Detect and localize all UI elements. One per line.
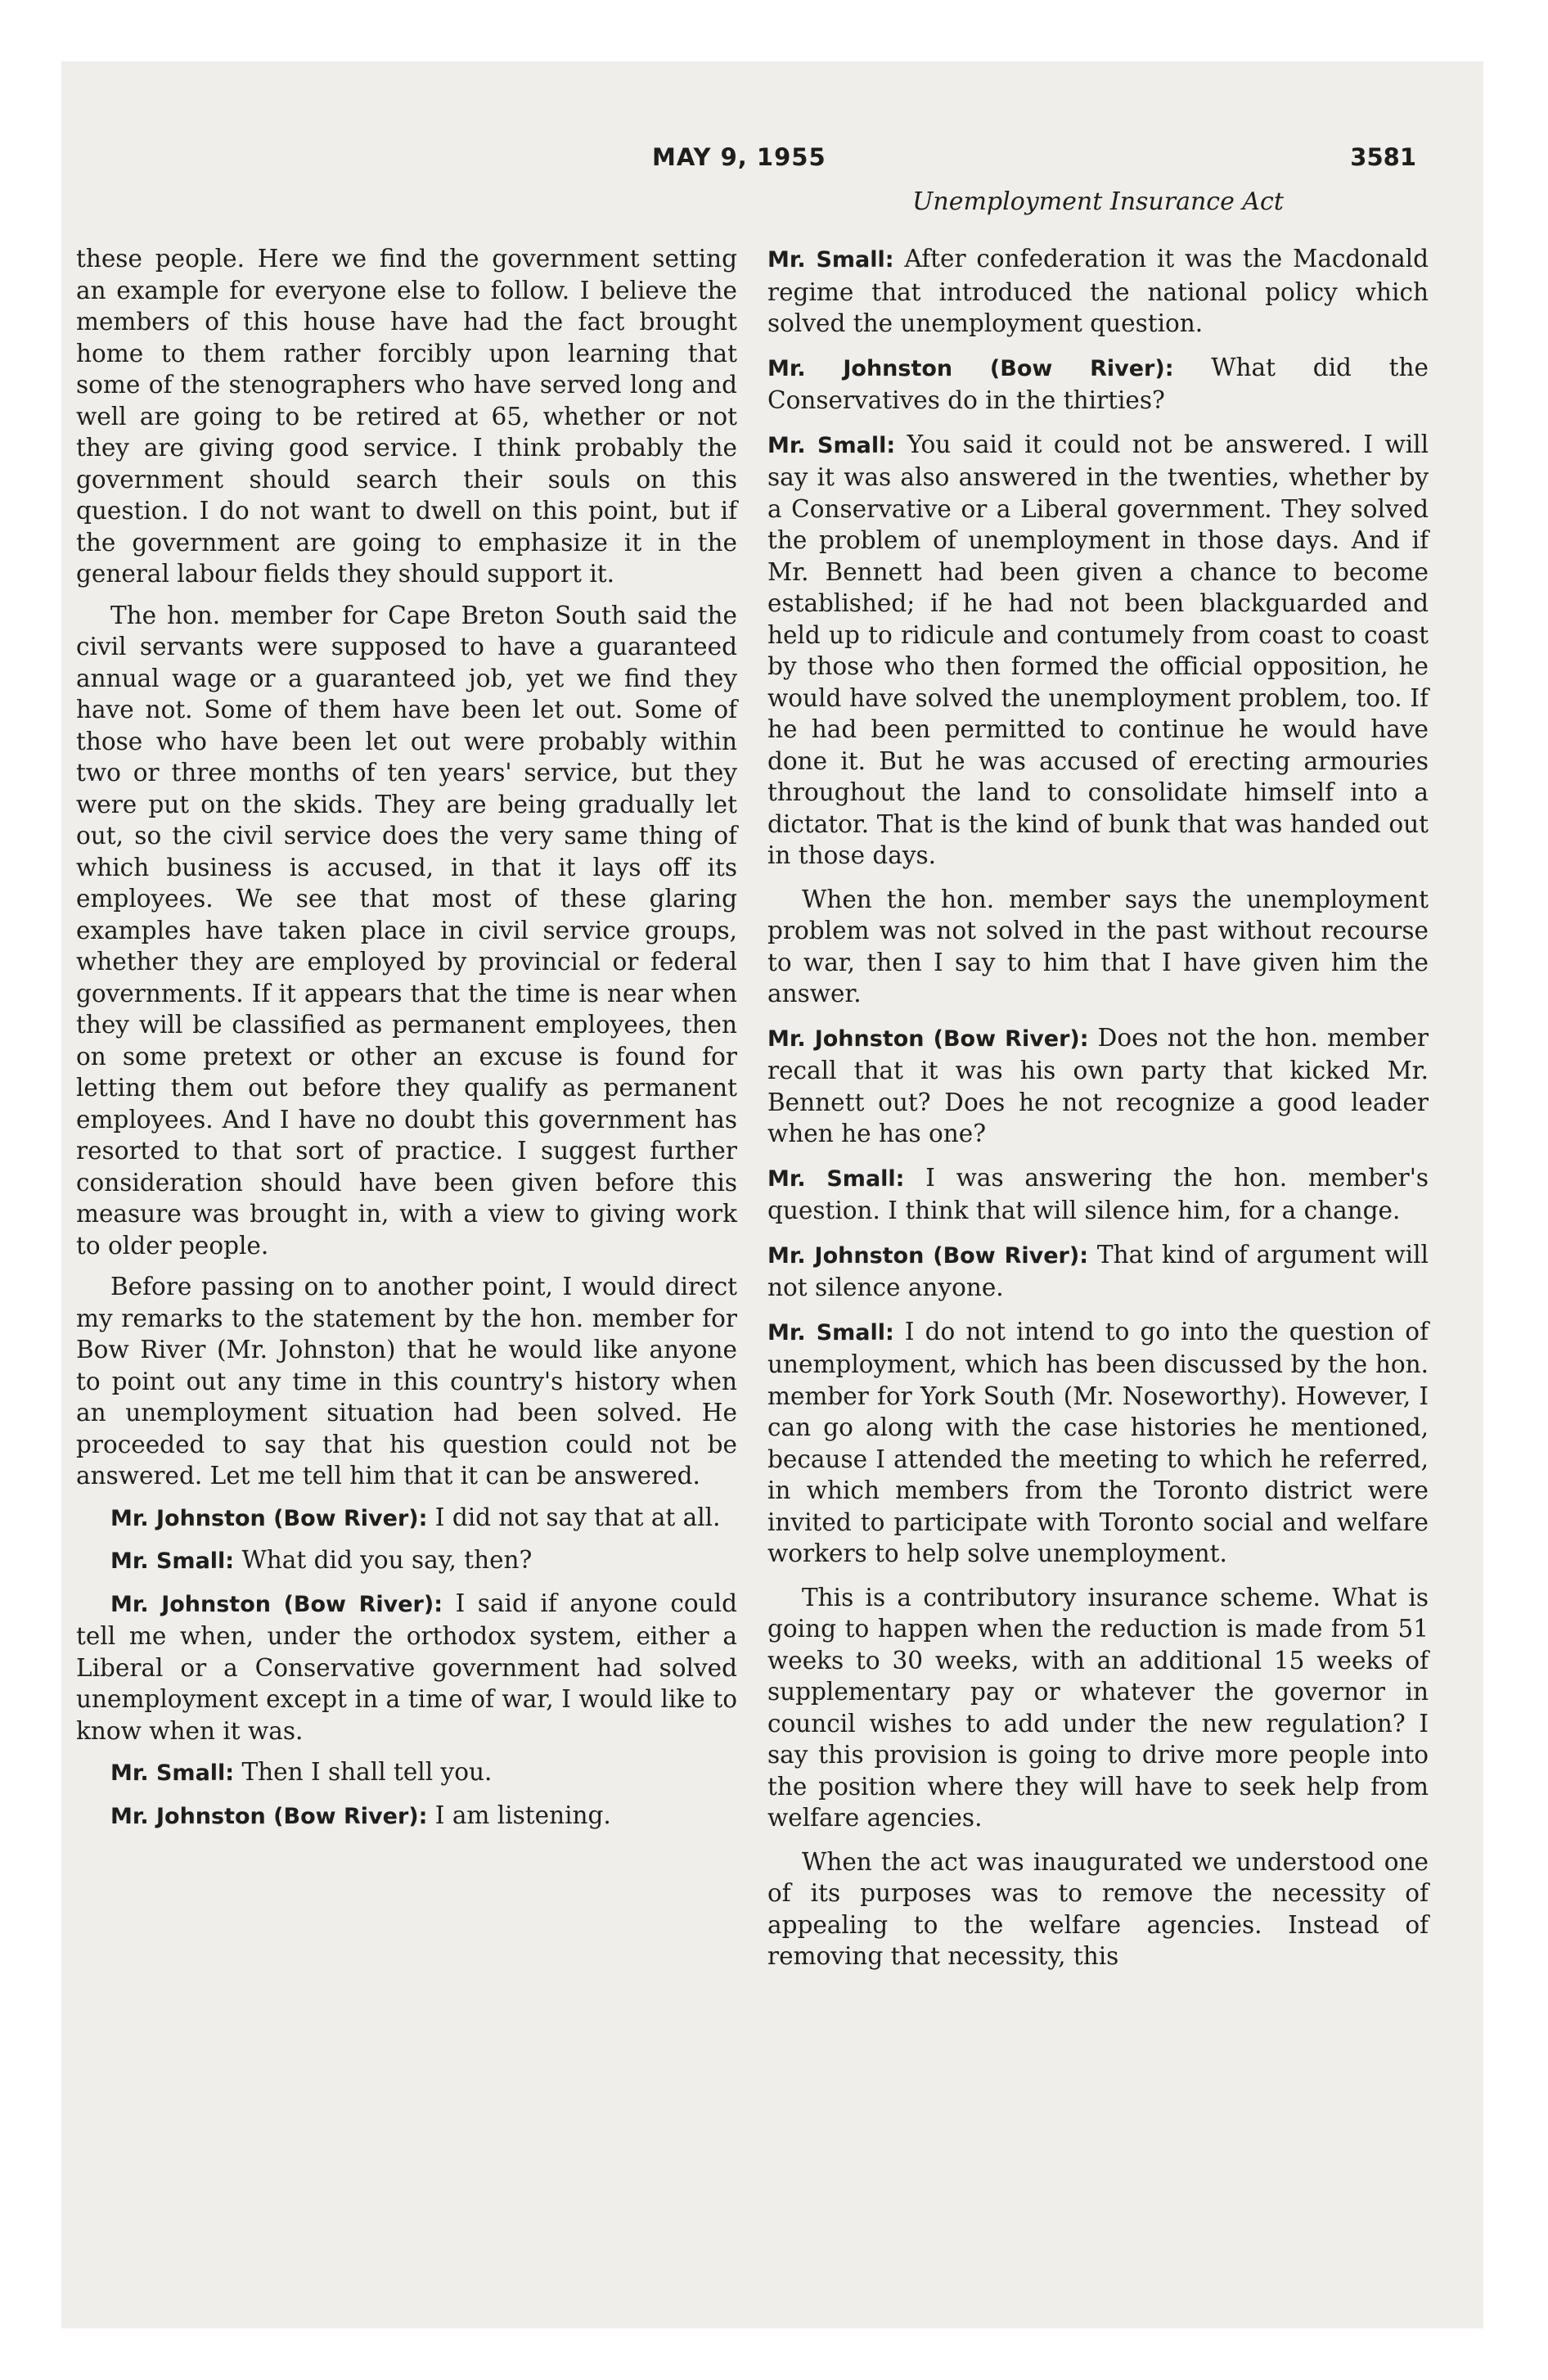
hansard-page (61, 61, 1483, 2328)
left-column (76, 243, 737, 1842)
speech-turn (767, 1162, 1429, 1227)
speech-turn (76, 1588, 737, 1747)
speech-turn (767, 352, 1429, 417)
speech-turn (76, 1756, 737, 1790)
speaker-name: Mr. Johnston (Bow River): (767, 1025, 1089, 1052)
speech-text: I do not intend to go into the question of unemployment, which has been discussed by the hon. member for York South (Mr. Noseworthy). However, I can go along with the case histories he mentioned, because I attended the meeting to which he referred, in which members from the Toronto district were invited to participate with Toronto social and welfare workers to help solve unemployment. (767, 1317, 1429, 1567)
speaker-name: Mr. Small: (110, 1548, 235, 1574)
page-number: 3581 (1350, 143, 1416, 171)
speech-turn (76, 1544, 737, 1578)
paragraph: these people. Here we find the government setting an example for everyone else to follow. I believe the members of this house have had the fact brought home to them rather forcibly upon learning that some of the stenographers who have served long and well are going to be retired at 65, whether or not they are giving good service. I think probably the government should search their souls on this question. I do not want to dwell on this point, but if the government are going to emphasize it in the general labour fields they should support it. (76, 245, 737, 588)
speech-text: That kind of argument will not silence anyone. (767, 1240, 1429, 1301)
speech-text: After confederation it was the Macdonald regime that introduced the national policy which solved the unemployment question. (767, 245, 1429, 337)
paragraph: When the hon. member says the unemployment problem was not solved in the past without recourse to war, then I say to him that I have given him the answer. (767, 885, 1429, 1007)
speaker-name: Mr. Johnston (Bow River): (110, 1591, 443, 1617)
speech-turn (76, 1800, 737, 1833)
speaker-name: Mr. Small: (767, 1319, 894, 1346)
speech-turn (767, 1316, 1429, 1570)
speaker-name: Mr. Johnston (Bow River): (767, 355, 1174, 381)
speaker-name: Mr. Small: (767, 1165, 905, 1192)
paragraph: When the act was inaugurated we understood one of its purposes was to remove the necessity of appealing to the welfare agencies. Instead of removing that necessity, this (767, 1847, 1429, 1970)
paragraph: Before passing on to another point, I would direct my remarks to the statement by the hon. member for Bow River (Mr. Johnston) that he would like anyone to point out any time in this country's history when an unemployment situation had been solved. He proceeded to say that his question could not be answered. Let me tell him that it can be answered. (76, 1273, 737, 1490)
speech-turn (767, 1239, 1429, 1304)
speech-turn (767, 1022, 1429, 1150)
speech-text: What did you say, then? (234, 1546, 533, 1574)
speech-text: You said it could not be answered. I will say it was also answered in the twenties, whether by a Conservative or a Liberal government. They solved the problem of unemployment in those days. And if Mr. Bennett had been given a chance to become established; if he had not been blackguarded and held up to ridicule and contumely from coast to coast by those who then formed the official opposition, he would have solved the unemployment problem, too. If he had been permitted to continue he would have done it. But he was accused of erecting armouries throughout the land to consolidate himself into a dictator. That is the kind of bunk that was handed out in those days. (767, 430, 1429, 869)
speech-turn (767, 243, 1429, 340)
speech-text: I said if anyone could tell me when, under the orthodox system, either a Liberal or a Conservative government had solved unemployment except in a time of war, I would like to know when it was. (76, 1589, 737, 1745)
speech-text: I am listening. (427, 1801, 611, 1829)
speech-text: What did the Conservatives do in the thirties? (767, 353, 1429, 414)
speaker-name: Mr. Johnston (Bow River): (110, 1505, 428, 1531)
paragraph: The hon. member for Cape Breton South said the civil servants were supposed to have a guaranteed annual wage or a guaranteed job, yet we find they have not. Some of them have been let out. Some of those who have been let out were probably within two or three months of ten years' service, but they were put on the skids. They are being gradually let out, so the civil service does the very same thing of which business is accused, in that it lays off its employees. We see that most of these glaring examples have taken place in civil service groups, whether they are employed by provincial or federal governments. If it appears that the time is near when they will be classified as permanent employees, then on some pretext or other an excuse is found for letting them out before they qualify as permanent employees. And I have no doubt this government has resorted to that sort of practice. I suggest further consideration should have been given before this measure was brought in, with a view to giving work to older people. (76, 601, 737, 1260)
speaker-name: Mr. Small: (767, 432, 896, 458)
page-header (61, 143, 1483, 184)
speaker-name: Mr. Johnston (Bow River): (767, 1242, 1089, 1269)
speaker-name: Mr. Johnston (Bow River): (110, 1803, 428, 1829)
speech-turn (767, 429, 1429, 872)
right-column (767, 184, 1429, 1985)
speaker-name: Mr. Small: (110, 1760, 235, 1786)
speech-text: I did not say that at all. (427, 1503, 721, 1531)
speech-text: Does not the hon. member recall that it was his own party that kicked Mr. Bennett out? Does he not recognize a good leader when he has one? (767, 1023, 1429, 1147)
running-title: Unemployment Insurance Act (912, 187, 1284, 216)
speech-text: I was answering the hon. member's question. I think that will silence him, for a change. (767, 1163, 1429, 1224)
speaker-name: Mr. Small: (767, 247, 894, 273)
speech-text: Then I shall tell you. (234, 1758, 493, 1786)
speech-turn (76, 1502, 737, 1535)
paragraph: This is a contributory insurance scheme. What is going to happen when the reduction is made from 51 weeks to 30 weeks, with an additional 15 weeks of supplementary pay or whatever the governor in council wishes to add under the new regulation? I say this provision is going to drive more people into the position where they will have to seek help from welfare agencies. (767, 1583, 1429, 1832)
page-date: MAY 9, 1955 (652, 143, 826, 171)
